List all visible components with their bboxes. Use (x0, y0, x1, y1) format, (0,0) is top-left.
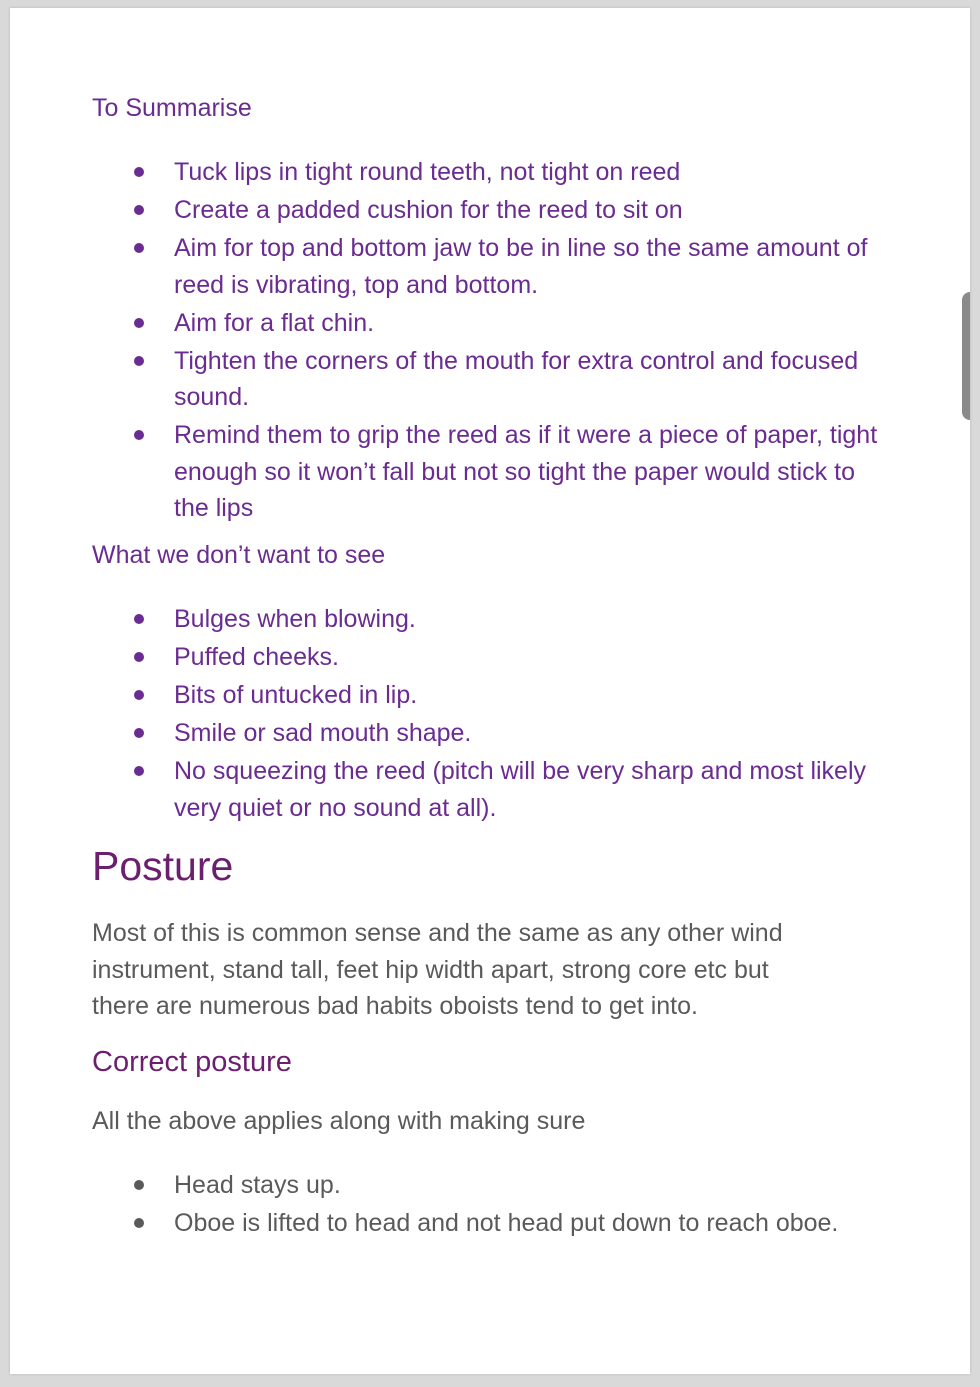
correct-posture-list (92, 1167, 892, 1243)
bullet-icon (134, 318, 144, 328)
bullet-icon (134, 652, 144, 662)
list-item (92, 343, 894, 416)
list-item-text: Create a padded cushion for the reed to sit on (174, 196, 683, 224)
correct-posture-intro: All the above applies along with making sure (92, 1107, 586, 1135)
list-item-text: Smile or sad mouth shape. (174, 719, 472, 747)
list-item-text: Puffed cheeks. (174, 643, 339, 671)
posture-intro: Most of this is common sense and the same as any other wind instrument, stand tall, feet hip width apart, strong core etc but there are numerous bad habits oboists tend to get into. (92, 919, 783, 1020)
list-item-text: Tuck lips in tight round teeth, not tight on reed (174, 158, 681, 186)
list-item (92, 154, 894, 191)
list-item-text: Bulges when blowing. (174, 605, 416, 633)
bullet-icon (134, 690, 144, 700)
bullet-icon (134, 430, 144, 440)
bullet-icon (134, 205, 144, 215)
list-item (92, 305, 894, 342)
correct-posture-heading: Correct posture (92, 1046, 292, 1078)
bullet-icon (134, 356, 144, 366)
bullet-icon (134, 766, 144, 776)
list-item-text: Head stays up. (174, 1171, 341, 1199)
bullet-icon (134, 1218, 144, 1228)
list-item (92, 230, 894, 303)
list-item-text: No squeezing the reed (pitch will be very sharp and most likely very quiet or no sound at all). (174, 757, 867, 822)
list-item (92, 417, 894, 527)
scroll-handle[interactable] (962, 292, 970, 420)
bullet-icon (134, 728, 144, 738)
summary-heading: To Summarise (92, 94, 252, 122)
list-item-text: Bits of untucked in lip. (174, 681, 418, 709)
bullet-icon (134, 1180, 144, 1190)
list-item-text: Aim for top and bottom jaw to be in line so the same amount of reed is vibrating, top and bottom. (174, 234, 868, 299)
dont-want-heading: What we don’t want to see (92, 541, 386, 569)
list-item-text: Oboe is lifted to head and not head put down to reach oboe. (174, 1209, 839, 1237)
list-item-text: Tighten the corners of the mouth for extra control and focused sound. (174, 346, 859, 411)
list-item (92, 715, 894, 752)
list-item-text: Aim for a flat chin. (174, 308, 375, 337)
document-page (10, 8, 970, 1374)
summary-list (92, 154, 892, 528)
bullet-icon (134, 614, 144, 624)
list-item-text: Remind them to grip the reed as if it were a piece of paper, tight enough so it won’t fall but not so tight the paper would stick to the lips (174, 421, 878, 522)
list-item (92, 1167, 894, 1204)
list-item (92, 677, 894, 714)
list-item (92, 192, 894, 229)
bullet-icon (134, 167, 144, 177)
posture-heading: Posture (92, 843, 234, 889)
list-item (92, 639, 894, 676)
list-item (92, 1205, 894, 1242)
list-item (92, 601, 894, 638)
bullet-icon (134, 243, 144, 253)
list-item (92, 753, 894, 826)
dont-want-list (92, 601, 892, 828)
